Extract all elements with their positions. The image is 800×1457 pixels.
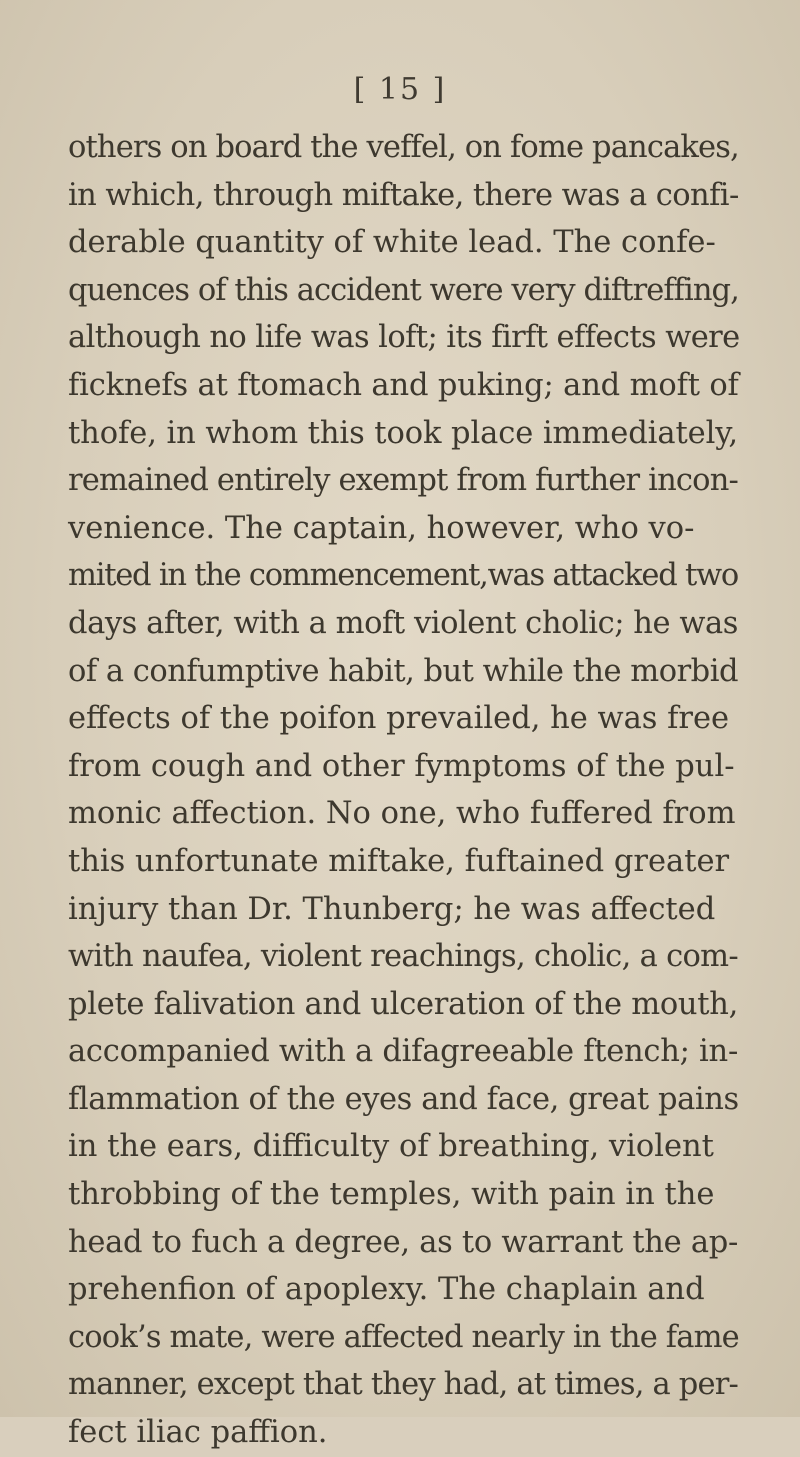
text-line: quences of this accident were very diftreffing, [68,272,739,308]
text-line: effects of the poifon prevailed, he was free [68,701,730,737]
text-line: monic affection. No one, who fuffered from [68,796,736,832]
text-line: accompanied with a difagreeable ftench; in- [68,1034,738,1070]
text-line: head to fuch a degree, as to warrant the ap- [68,1224,738,1260]
text-line: flammation of the eyes and face, great pains [68,1081,739,1117]
text-line: this unfortunate miftake, fuftained greater [68,843,730,879]
text-line: derable quantity of white lead. The confe- [68,225,716,261]
text-line: days after, with a moft violent cholic; he was [68,605,738,641]
text-line: mited in the commencement,was attacked two [68,558,738,594]
text-line: venience. The captain, however, who vo- [68,510,695,546]
text-line: throbbing of the temples, with pain in the [68,1177,715,1213]
text-line: cook’s mate, were affected nearly in the fame [68,1319,739,1355]
body-text [68,124,738,1457]
text-line: although no life was loft; its firft effects were [68,320,740,356]
text-line: in the ears, difficulty of breathing, violent [68,1129,714,1165]
text-line: remained entirely exempt from further incon- [68,463,738,499]
text-line: ficknefs at ftomach and puking; and moft of [68,367,739,403]
text-line: injury than Dr. Thunberg; he was affected [68,891,716,927]
text-line: thofe, in whom this took place immediately, [68,415,738,451]
text-line: prehenfion of apoplexy. The chaplain and [68,1272,705,1308]
text-line: fect iliac paffion. [68,1415,328,1451]
text-line: from cough and other fymptoms of the pul- [68,748,735,784]
text-line: with naufea, violent reachings, cholic, a com- [68,939,738,975]
text-line: of a confumptive habit, but while the morbid [68,653,738,689]
text-line: others on board the veffel, on fome pancakes, [68,130,739,165]
page-number: [ 15 ] [353,72,447,107]
text-line: manner, except that they had, at times, a per- [68,1367,738,1403]
text-line: in which, through miftake, there was a confi- [68,177,739,213]
text-line: plete falivation and ulceration of the mouth, [68,986,738,1022]
